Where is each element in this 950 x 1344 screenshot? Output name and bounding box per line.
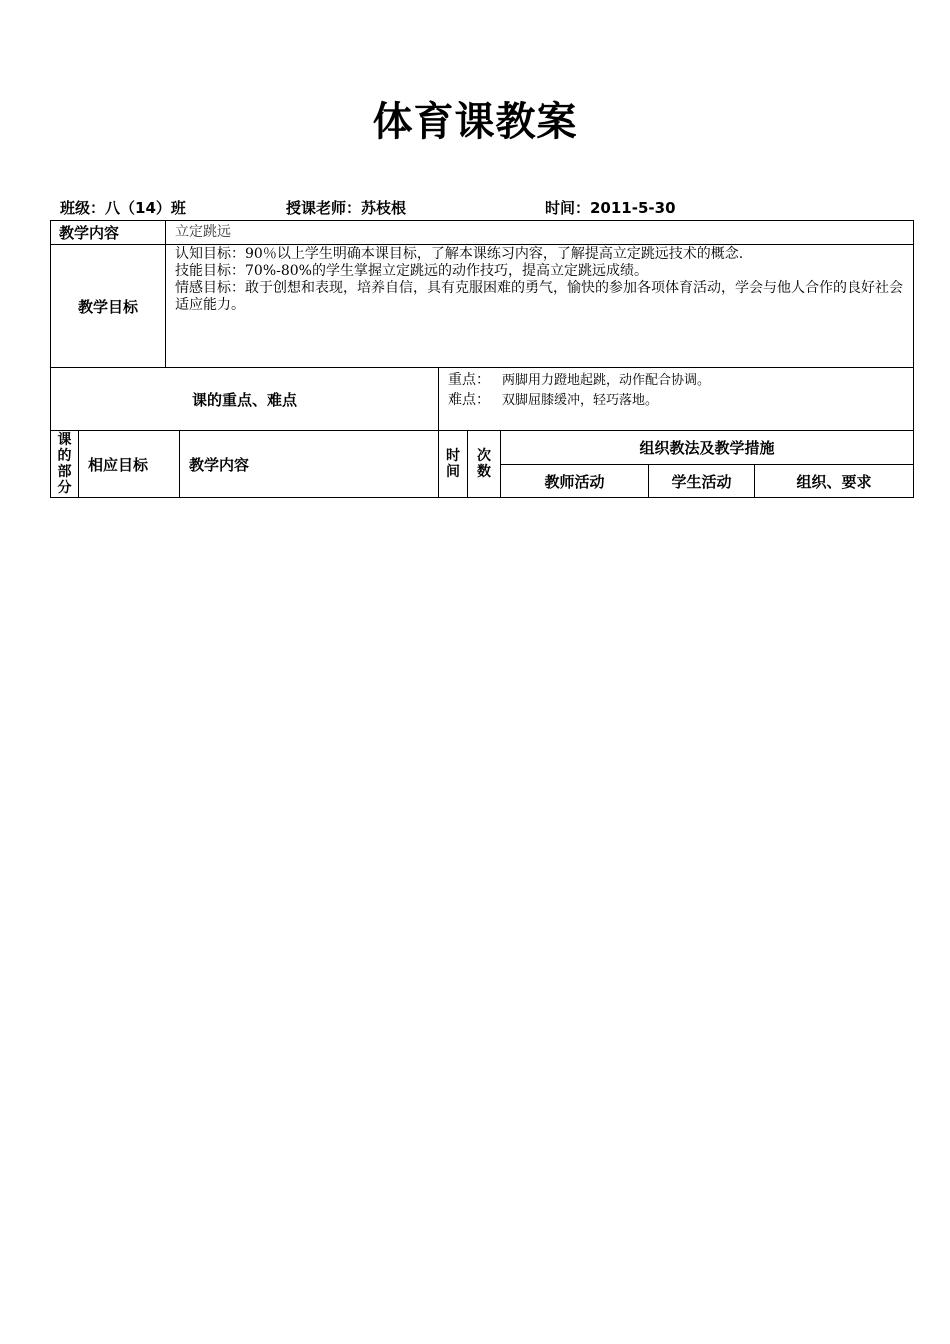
skill-goal: 技能目标：70%-80%的学生掌握立定跳远的动作技巧，提高立定跳远成绩。 xyxy=(175,263,648,279)
focus-table xyxy=(50,367,914,431)
time-header: 时 间 xyxy=(439,431,468,498)
key-point xyxy=(448,368,913,389)
objectives-table xyxy=(50,244,914,368)
teacher-activity-header: 教师活动 xyxy=(501,465,649,498)
cognitive-goal: 认知目标：90％以上学生明确本课目标，了解本课练习内容，了解提高立定跳远技术的概念. xyxy=(175,246,744,262)
page-title: 体育课教案 xyxy=(372,99,578,145)
count-header: 次 数 xyxy=(468,431,501,498)
content-table xyxy=(50,220,914,245)
part-header: 课 的 部 分 xyxy=(51,431,79,498)
affective-goal: 情感目标：敢于创想和表现，培养自信，具有克服困难的勇气，愉快的参加各项体育活动，学会与他人合作的良好社会适应能力。 xyxy=(175,280,903,313)
student-activity-header: 学生活动 xyxy=(649,465,755,498)
organization-header: 组织、要求 xyxy=(755,465,914,498)
difficult-point-text: 双脚屈膝缓冲，轻巧落地。 xyxy=(502,393,659,408)
teacher-label: 授课老师：苏枝根 xyxy=(286,199,407,217)
content-value: 立定跳远 xyxy=(166,221,914,245)
objectives-label: 教学目标 xyxy=(51,245,166,368)
focus-label: 课的重点、难点 xyxy=(51,368,439,431)
difficult-point xyxy=(448,389,913,409)
content-label: 教学内容 xyxy=(51,221,166,245)
content-header: 教学内容 xyxy=(180,431,439,498)
objectives-cell xyxy=(166,245,914,368)
focus-cell xyxy=(439,368,914,431)
time-label: 时间：2011-5-30 xyxy=(545,199,676,217)
methods-header: 组织教法及教学措施 xyxy=(501,431,914,465)
columns-table xyxy=(50,430,914,498)
target-header: 相应目标 xyxy=(79,431,180,498)
class-label: 班级：八（14）班 xyxy=(60,199,186,217)
difficult-point-label: 难点： xyxy=(448,392,490,408)
key-point-label: 重点： xyxy=(448,372,490,388)
key-point-text: 两脚用力蹬地起跳，动作配合协调。 xyxy=(502,373,711,388)
